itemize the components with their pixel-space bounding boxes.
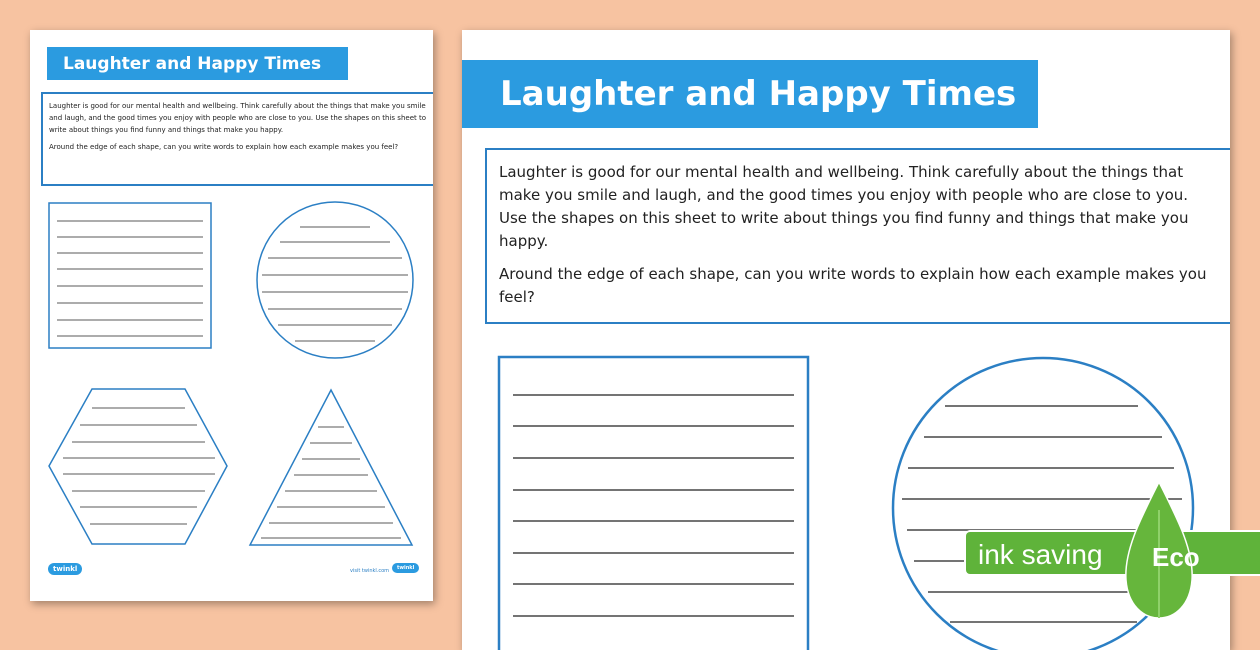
rectangle-shape	[49, 203, 211, 348]
footer-url: visit twinkl.com	[350, 568, 390, 574]
intro-paragraph-1-large: Laughter is good for our mental health and wellbeing. Think carefully about the things that make you smile and laugh, and the good times you enjoy with people who are close to you. Use the shapes on this sheet to write about things you find funny and things that make you happy.	[499, 163, 1189, 250]
ink-saving-badge	[966, 480, 1260, 630]
page-title: Laughter and Happy Times	[47, 47, 348, 80]
writing-shapes	[30, 30, 433, 601]
circle-shape	[257, 202, 413, 358]
worksheet-thumbnail	[30, 30, 433, 601]
hexagon-shape	[49, 389, 227, 544]
circle-lines	[262, 227, 408, 341]
page-title-large: Laughter and Happy Times	[462, 60, 1038, 128]
rectangle-lines-large	[513, 395, 794, 616]
triangle-shape	[250, 390, 412, 545]
rectangle-lines	[57, 221, 203, 336]
twinkl-logo: twinkl	[48, 563, 82, 575]
twinkl-logo-secondary: twinkl	[392, 563, 419, 573]
ink-saving-label: ink saving	[978, 539, 1103, 570]
intro-paragraph-2: Around the edge of each shape, can you write words to explain how each example makes you feel?	[49, 143, 399, 151]
eco-label: Eco	[1152, 542, 1200, 572]
intro-paragraph-2-large: Around the edge of each shape, can you write words to explain how each example makes you feel?	[499, 265, 1207, 306]
hexagon-lines	[63, 408, 215, 524]
intro-paragraph-1: Laughter is good for our mental health and wellbeing. Think carefully about the things that make you smile and laugh, and the good times you enjoy with people who are close to you. Use the shapes on this sheet to write about things you find funny and things that make you happy.	[49, 102, 427, 134]
rectangle-shape-large	[499, 357, 808, 650]
